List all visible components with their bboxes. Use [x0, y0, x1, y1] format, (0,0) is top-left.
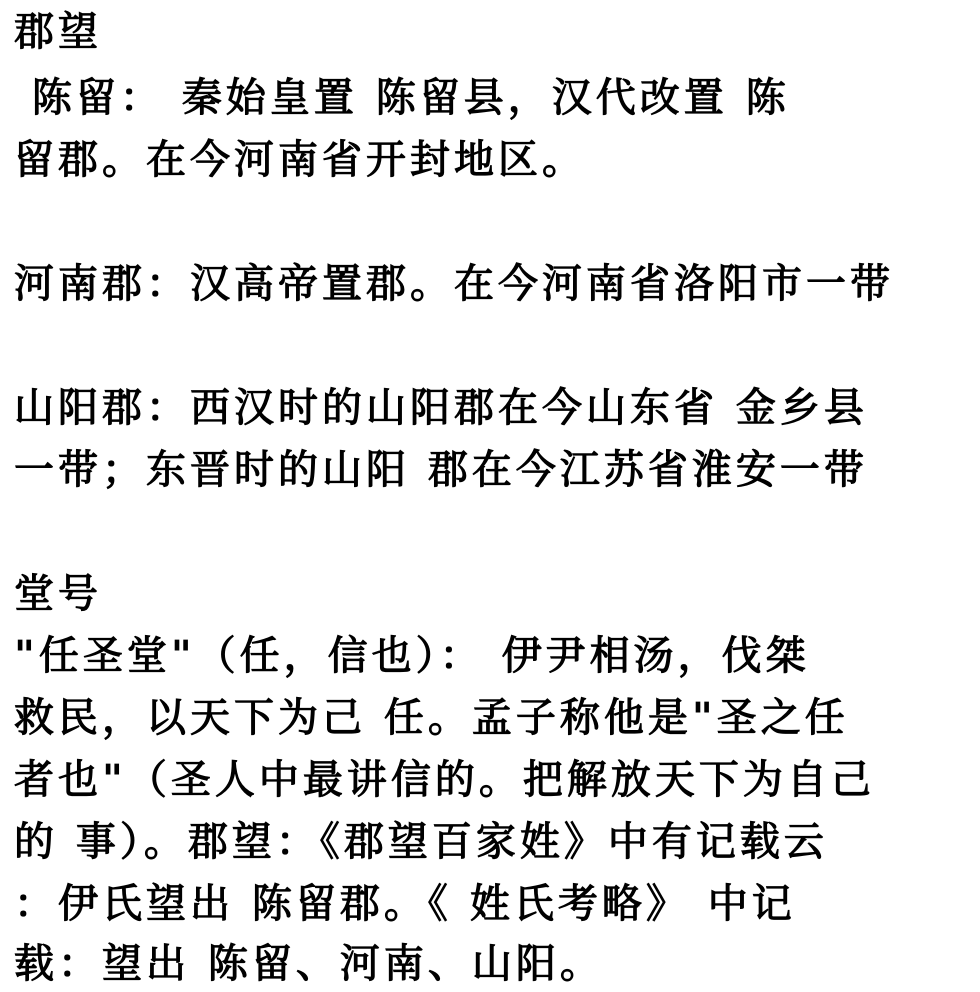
text-line: "任圣堂"（任，信也）： 伊尹相汤，伐桀	[14, 632, 810, 679]
text-line: 一带；东晋时的山阳 郡在今江苏省淮安一带	[14, 446, 868, 493]
text-line: 留郡。在今河南省开封地区。	[14, 136, 586, 183]
heading-tanghao: 堂号	[14, 570, 102, 617]
heading-junwang: 郡望	[14, 8, 102, 55]
text-line: 救民，以天下为己 任。孟子称他是"圣之任	[14, 694, 849, 741]
text-line: 河南郡：汉高帝置郡。在今河南省洛阳市一带	[14, 260, 894, 307]
text-line: 山阳郡：西汉时的山阳郡在今山东省 金乡县	[14, 384, 868, 431]
text-line: 陈留： 秦始皇置 陈留县，汉代改置 陈	[14, 74, 790, 121]
text-line: ：伊氏望出 陈留郡。《 姓氏考略》 中记	[14, 880, 796, 927]
text-line: 者也"（圣人中最讲信的。把解放天下为自己	[14, 756, 875, 803]
text-line: 载：望出 陈留、河南、山阳。	[14, 940, 604, 987]
text-line: 的 事）。郡望：《郡望百家姓》中有记载云	[14, 818, 828, 865]
